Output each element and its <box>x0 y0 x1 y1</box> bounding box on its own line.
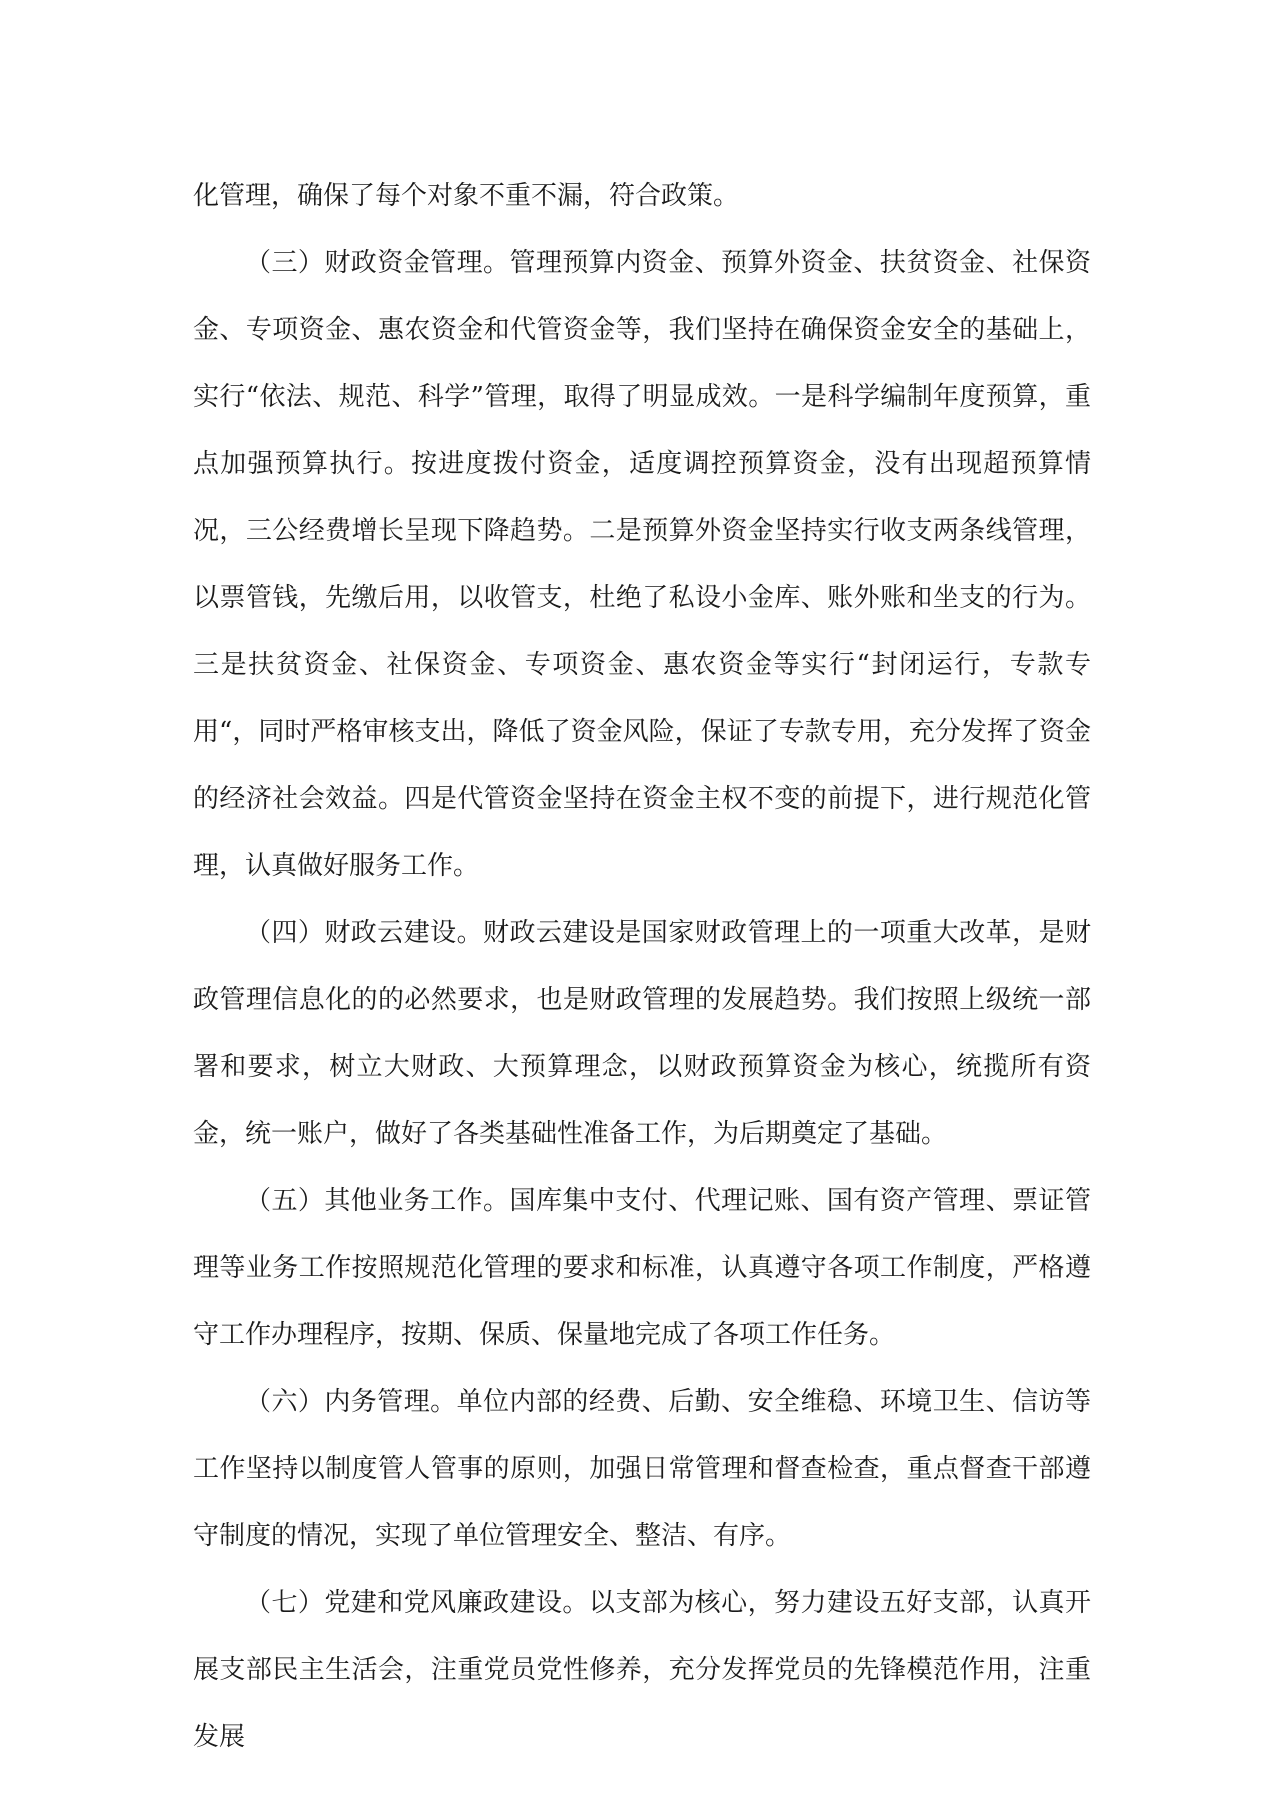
paragraph-internal-affairs: （六）内务管理。单位内部的经费、后勤、安全维稳、环境卫生、信访等工作坚持以制度管人管事的原则，加强日常管理和督查检查，重点督查干部遵守制度的情况，实现了单位管理安全、整洁、有序。 <box>193 1387 1091 1551</box>
paragraph-fund-management: （三）财政资金管理。管理预算内资金、预算外资金、扶贫资金、社保资金、专项资金、惠农资金和代管资金等，我们坚持在确保资金安全的基础上，实行“依法、规范、科学”管理，取得了明显成效。一是科学编制年度预算，重点加强预算执行。按进度拨付资金，适度调控预算资金，没有出现超预算情况，三公经费增长呈现下降趋势。二是预算外资金坚持实行收支两条线管理，以票管钱，先缴后用，以收管支，杜绝了私设小金库、账外账和坐支的行为。三是扶贫资金、社保资金、专项资金、惠农资金等实行“封闭运行，专款专用“，同时严格审核支出，降低了资金风险，保证了专款专用，充分发挥了资金的经济社会效益。四是代管资金坚持在资金主权不变的前提下，进行规范化管理，认真做好服务工作。 <box>193 248 1091 881</box>
paragraph-other-business: （五）其他业务工作。国库集中支付、代理记账、国有资产管理、票证管理等业务工作按照规范化管理的要求和标准，认真遵守各项工作制度，严格遵守工作办理程序，按期、保质、保量地完成了各项工作任务。 <box>193 1186 1091 1350</box>
paragraph-continuation: 化管理，确保了每个对象不重不漏，符合政策。 <box>193 181 740 211</box>
paragraph-finance-cloud: （四）财政云建设。财政云建设是国家财政管理上的一项重大改革，是财政管理信息化的的必然要求，也是财政管理的发展趋势。我们按照上级统一部署和要求，树立大财政、大预算理念，以财政预算资金为核心，统揽所有资金，统一账户，做好了各类基础性准备工作，为后期奠定了基础。 <box>193 918 1091 1149</box>
paragraph-party-building: （七）党建和党风廉政建设。以支部为核心，努力建设五好支部，认真开展支部民主生活会，注重党员党性修养，充分发挥党员的先锋模范作用，注重发展 <box>193 1588 1091 1752</box>
document-body <box>193 163 1091 1771</box>
